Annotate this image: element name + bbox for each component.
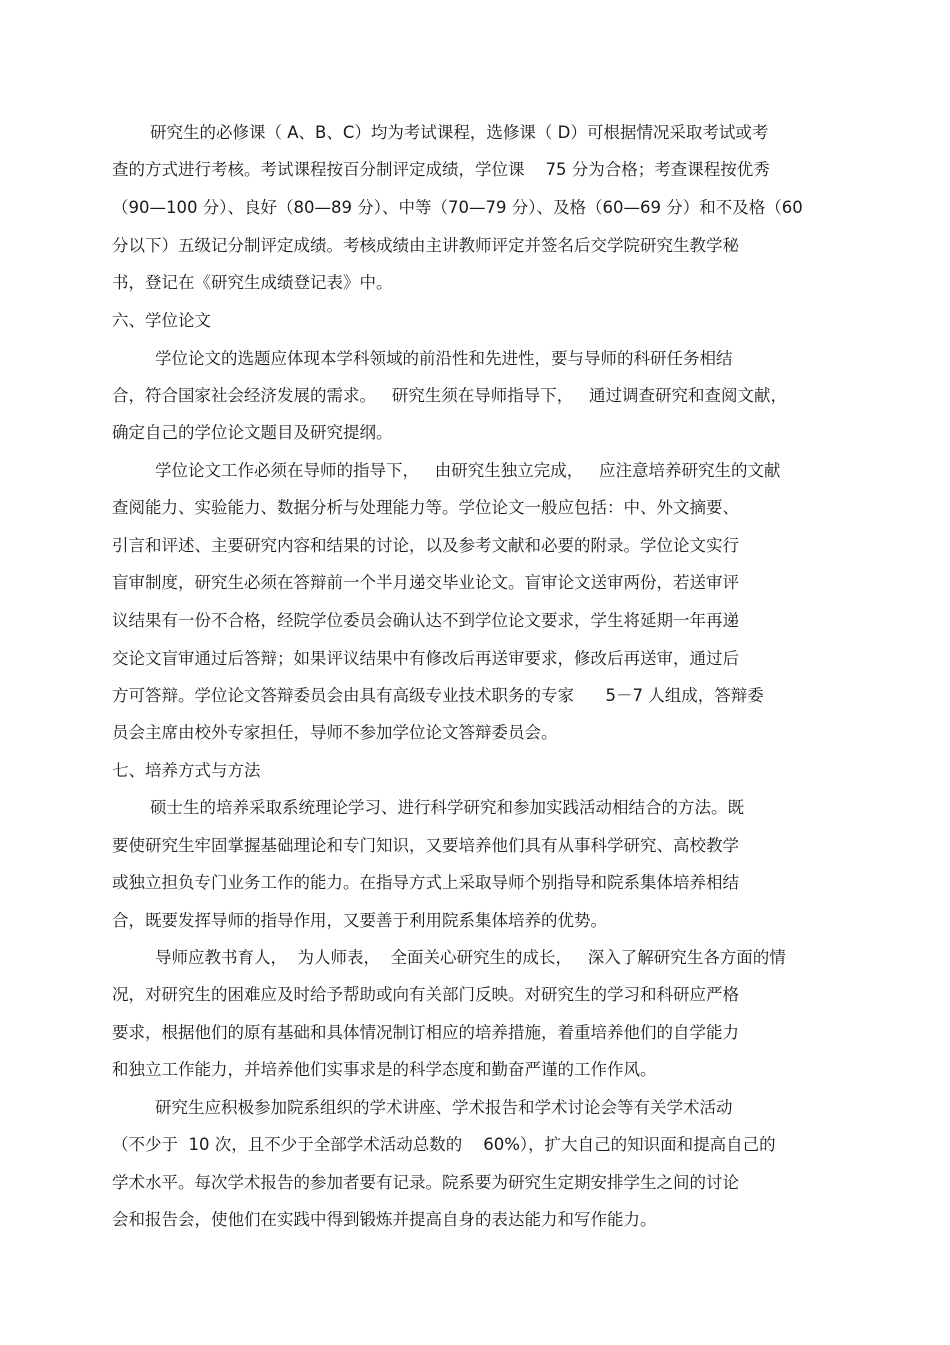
text-line: 合，符合国家社会经济发展的需求。 研究生须在导师指导下， 通过调查研究和查阅文献，: [112, 386, 787, 405]
text-line: 交论文盲审通过后答辩；如果评议结果中有修改后再送审要求，修改后再送审，通过后: [112, 649, 739, 668]
text-line: 员会主席由校外专家担任，导师不参加学位论文答辩委员会。: [112, 723, 558, 742]
text-line: 要使研究生牢固掌握基础理论和专门知识，又要培养他们具有从事科学研究、高校教学: [112, 836, 739, 855]
text-line: 学位论文工作必须在导师的指导下， 由研究生独立完成， 应注意培养研究生的文献: [155, 461, 781, 480]
text-line: 确定自己的学位论文题目及研究提纲。: [112, 423, 393, 442]
text-line: 合，既要发挥导师的指导作用，又要善于利用院系集体培养的优势。: [112, 911, 607, 930]
section-heading: 六、学位论文: [112, 311, 211, 330]
text-line: 方可答辩。学位论文答辩委员会由具有高级专业技术职务的专家 5－7 人组成，答辩委: [112, 686, 764, 705]
text-line: 书，登记在《研究生成绩登记表》中。: [112, 273, 393, 292]
text-line: 查阅能力、实验能力、数据分析与处理能力等。学位论文一般应包括：中、外文摘要、: [112, 498, 739, 517]
section-heading: 七、培养方式与方法: [112, 761, 261, 780]
text-line: 硕士生的培养采取系统理论学习、进行科学研究和参加实践活动相结合的方法。既: [150, 798, 744, 817]
text-line: 引言和评述、主要研究内容和结果的讨论，以及参考文献和必要的附录。学位论文实行: [112, 536, 739, 555]
text-line: 要求，根据他们的原有基础和具体情况制订相应的培养措施，着重培养他们的自学能力: [112, 1023, 739, 1042]
text-line: 分以下）五级记分制评定成绩。考核成绩由主讲教师评定并签名后交学院研究生教学秘: [112, 236, 739, 255]
text-line: 或独立担负专门业务工作的能力。在指导方式上采取导师个别指导和院系集体培养相结: [112, 873, 739, 892]
text-line: 况，对研究生的困难应及时给予帮助或向有关部门反映。对研究生的学习和科研应严格: [112, 985, 739, 1004]
text-line: （不少于 10 次，且不少于全部学术活动总数的 60%），扩大自己的知识面和提高自己的: [112, 1135, 776, 1154]
text-line: 会和报告会，使他们在实践中得到锻炼并提高自身的表达能力和写作能力。: [112, 1210, 657, 1229]
text-line: 查的方式进行考核。考试课程按百分制评定成绩，学位课 75 分为合格；考查课程按优秀: [112, 160, 770, 179]
text-line: 研究生应积极参加院系组织的学术讲座、学术报告和学术讨论会等有关学术活动: [155, 1098, 733, 1117]
text-line: 学术水平。每次学术报告的参加者要有记录。院系要为研究生定期安排学生之间的讨论: [112, 1173, 739, 1192]
text-line: （90—100 分）、良好（80—89 分）、中等（70—79 分）、及格（60—69 分）和不及格（60: [112, 198, 803, 217]
text-line: 研究生的必修课（ A、B、C）均为考试课程，选修课（ D）可根据情况采取考试或考: [150, 123, 769, 142]
text-line: 和独立工作能力，并培养他们实事求是的科学态度和勤奋严谨的工作作风。: [112, 1060, 657, 1079]
text-line: 议结果有一份不合格，经院学位委员会确认达不到学位论文要求，学生将延期一年再递: [112, 611, 739, 630]
text-line: 盲审制度，研究生必须在答辩前一个半月递交毕业论文。盲审论文送审两份，若送审评: [112, 573, 739, 592]
text-line: 导师应教书育人， 为人师表， 全面关心研究生的成长， 深入了解研究生各方面的情: [155, 948, 786, 967]
text-line: 学位论文的选题应体现本学科领域的前沿性和先进性，要与导师的科研任务相结: [155, 349, 733, 368]
